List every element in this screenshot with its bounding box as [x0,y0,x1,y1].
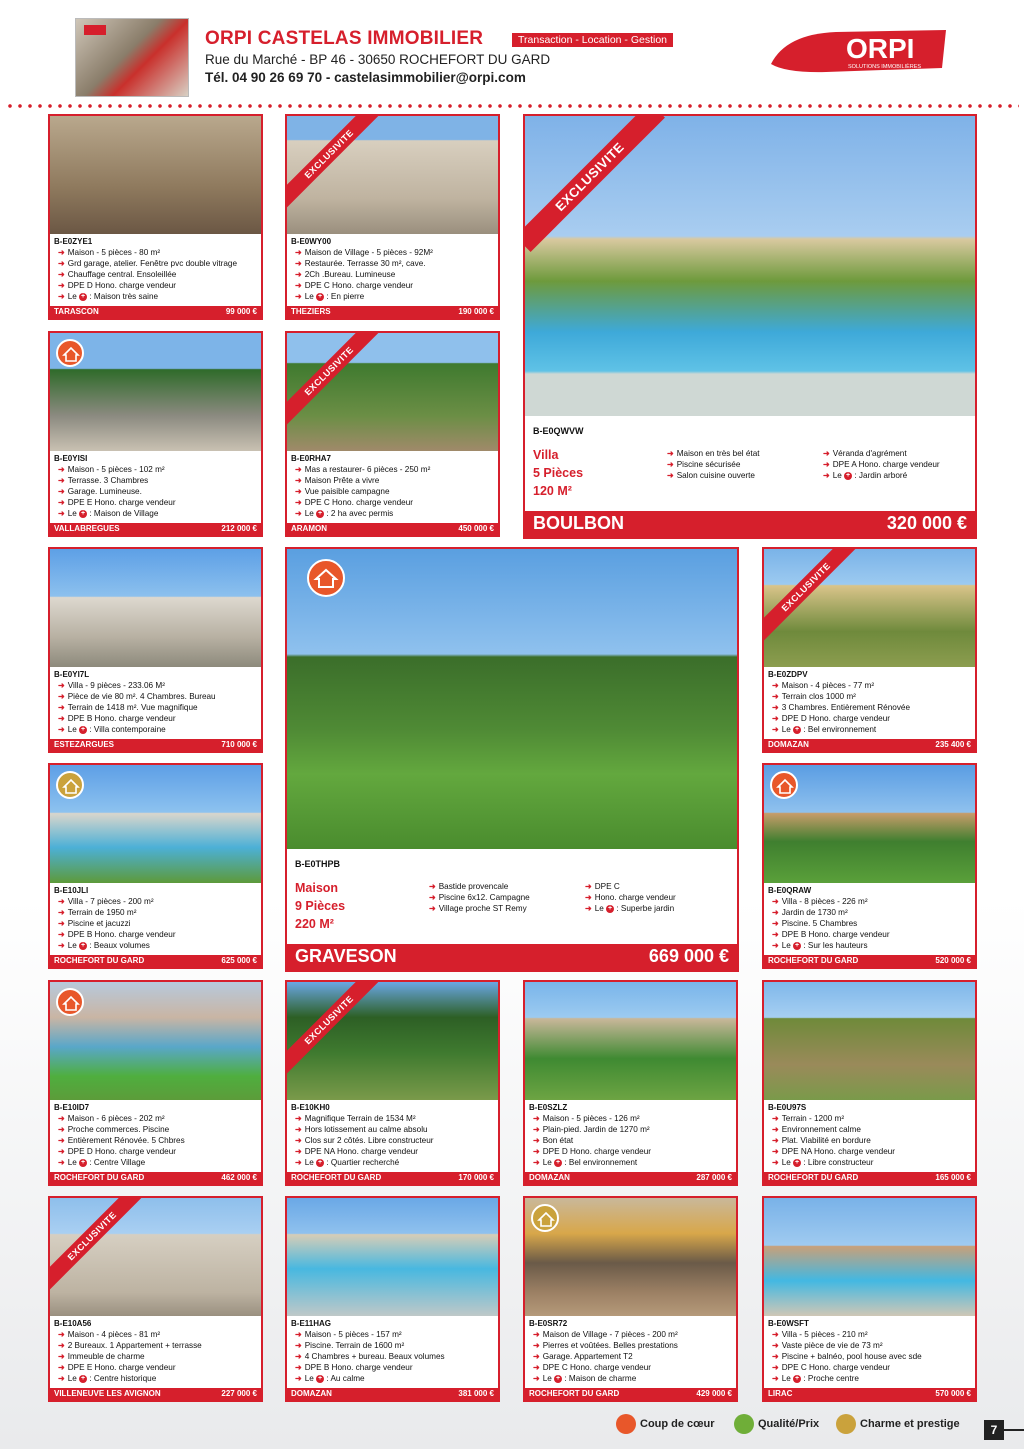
feature-item: ➜ Terrain - 1200 m² [772,1114,845,1123]
listing-reference: B-E0U97S [768,1103,807,1112]
city-price-bar [764,739,975,751]
feature-item: ➜ Terrain de 1418 m². Vue magnifique [58,703,198,712]
city-price-bar [50,523,261,535]
svg-text:ORPI: ORPI [846,33,915,64]
city: TARASCON [54,307,99,316]
price: 450 000 € [458,524,494,533]
listing-reference: B-E0YI7L [54,670,90,679]
feature-item: ➜ Le + : Centre Village [58,1158,146,1167]
property-type: Maison 9 Pièces 220 M² [295,881,346,931]
feature-item: ➜ Plain-pied. Jardin de 1270 m² [533,1125,650,1134]
city-price-bar [50,955,261,967]
listing-reference: B-E0RHA7 [291,454,332,463]
city: ROCHEFORT DU GARD [54,956,145,965]
feature-item: ➜ DPE C Hono. charge vendeur [772,1363,891,1372]
city-price-bar [525,511,975,537]
plus-icon: + [846,471,851,479]
listing-features [295,464,494,519]
plus-icon: + [556,1374,561,1382]
city-price-bar [287,944,737,970]
coup-de-coeur-badge [56,988,84,1016]
feature-item: ➜ Maison de Village - 5 pièces - 92M² [295,248,433,257]
listing-reference: B-E0ZYE1 [54,237,93,246]
feature-item: ➜ 4 Chambres + bureau. Beaux volumes [295,1352,445,1361]
feature-item: ➜ Le + : Bel environnement [772,725,877,734]
plus-icon: + [556,1158,561,1166]
exclusivity-ribbon: EXCLUSIVITE [523,114,665,252]
features-col-2: ➜ Véranda d'agrément ➜ DPE A Hono. charge vendeur ➜ Le + : Jardin arboré [823,449,940,480]
price: 429 000 € [696,1389,732,1398]
plus-icon: + [608,904,613,912]
feature-item: ➜ Le + : Sur les hauteurs [772,941,868,950]
services-badge: Transaction - Location - Gestion [512,33,673,47]
city-price-bar [525,1172,736,1184]
feature-item: ➜ Maison - 5 pièces - 126 m² [533,1114,640,1123]
city: ROCHEFORT DU GARD [529,1389,620,1398]
feature-item: ➜ Terrain de 1950 m² [58,908,137,917]
feature-item: ➜ Maison - 4 pièces - 77 m² [772,681,875,690]
price: 320 000 € [886,513,967,533]
listing-features [295,247,494,302]
city: ESTEZARGUES [54,740,115,749]
charm-house-icon [836,1414,856,1434]
svg-text:SOLUTIONS IMMOBILIÈRES: SOLUTIONS IMMOBILIÈRES [848,64,922,70]
plus-icon: + [795,725,800,733]
feature-item: ➜ Le + : Maison de Village [58,509,159,518]
price: 165 000 € [935,1173,971,1182]
exclusivity-ribbon: EXCLUSIVITE [762,547,861,642]
feature-item: ➜ Proche commerces. Piscine [58,1125,170,1134]
price: 99 000 € [225,307,257,316]
exclusivity-ribbon: EXCLUSIVITE [48,1196,147,1291]
feature-item: ➜ DPE B Hono. charge vendeur [58,930,176,939]
plus-icon: + [81,509,86,517]
listing-card[interactable] [762,980,977,1186]
listing-features [533,1329,732,1384]
feature-item: ➜ Pierres et voûtées. Belles prestations [533,1341,678,1350]
listing-reference: B-E10ID7 [54,1103,90,1112]
listing-card[interactable] [48,980,263,1186]
feature-item: ➜ Terrasse. 3 Chambres [58,476,149,485]
feature-item: ➜ Villa - 8 pièces - 226 m² [772,897,868,906]
feature-item: ➜ DPE E Hono. charge vendeur [58,498,176,507]
feature-item: ➜ DPE C Hono. charge vendeur [295,281,414,290]
city: VALLABREGUES [54,524,120,533]
feature-item: ➜ DPE C Hono. charge vendeur [295,498,414,507]
feature-item: ➜ Bon état [533,1136,574,1145]
listing-card[interactable] [48,114,263,320]
listing-reference: B-E0WY00 [291,237,332,246]
city: LIRAC [768,1389,793,1398]
price: 520 000 € [935,956,971,965]
property-photo [50,116,261,234]
city: BOULBON [533,513,624,533]
listing-card[interactable] [285,114,500,320]
feature-item: ➜ Chauffage central. Ensoleillée [58,270,177,279]
heart-house-icon [616,1414,636,1434]
city-price-bar [287,306,498,318]
listing-card[interactable] [285,980,500,1186]
listing-card[interactable] [523,1196,738,1402]
feature-item: ➜ Le + : Maison de charme [533,1374,637,1383]
listing-features [58,464,257,519]
features-col-1: ➜ Maison en très bel état ➜ Piscine sécurisée ➜ Salon cuisine ouverte [667,449,760,480]
feature-item: ➜ 2 Bureaux. 1 Appartement + terrasse [58,1341,202,1350]
feature-item: ➜ DPE D Hono. charge vendeur [772,714,891,723]
listing-features [772,1113,971,1168]
feature-item: ➜ Maison - 5 pièces - 80 m² [58,248,161,257]
listing-reference: B-E10KH0 [291,1103,330,1112]
feature-item: ➜ Magnifique Terrain de 1534 M² [295,1114,416,1123]
plus-icon: + [318,292,323,300]
listing-card[interactable] [762,1196,977,1402]
header-divider [5,104,1019,108]
feature-item: ➜ Le + : Centre historique [58,1374,157,1383]
listing-card[interactable] [285,331,500,537]
listing-reference: B-E0ZDPV [768,670,808,679]
feature-item: ➜ Environnement calme [772,1125,861,1134]
feature-item: ➜ Grd garage, atelier. Fenêtre pvc double vitrage [58,259,238,268]
legend-charm: Charme et prestige [836,1414,960,1434]
listing-reference: B-E0THPB [295,859,341,869]
feature-item: ➜ Entièrement Rénovée. 5 Chbres [58,1136,185,1145]
feature-item: ➜ DPE B Hono. charge vendeur [58,714,176,723]
property-photo [764,982,975,1100]
listing-reference: B-E0SR72 [529,1319,568,1328]
city-price-bar [764,955,975,967]
city: ROCHEFORT DU GARD [54,1173,145,1182]
listing-reference: B-E0SZLZ [529,1103,568,1112]
listing-features [58,896,257,951]
plus-icon: + [81,941,86,949]
plus-icon: + [81,1158,86,1166]
city-price-bar [50,739,261,751]
coup-de-coeur-badge [770,771,798,799]
listing-reference: B-E0WSFT [768,1319,809,1328]
city: ROCHEFORT DU GARD [768,1173,859,1182]
listing-card[interactable] [48,547,263,753]
listing-card[interactable] [285,1196,500,1402]
feature-item: ➜ Villa - 5 pièces - 210 m² [772,1330,868,1339]
listing-reference: B-E11HAG [291,1319,332,1328]
listing-reference: B-E10A56 [54,1319,92,1328]
feature-item: ➜ Maison - 5 pièces - 102 m² [58,465,165,474]
price: 227 000 € [221,1389,257,1398]
listing-card[interactable] [48,763,263,969]
price: 710 000 € [221,740,257,749]
feature-item: ➜ Le + : Bel environnement [533,1158,638,1167]
feature-item: ➜ Piscine + balnéo, pool house avec sde [772,1352,922,1361]
city: VILLENEUVE LES AVIGNON [54,1389,161,1398]
exclusivity-ribbon: EXCLUSIVITE [285,331,384,426]
listing-reference: B-E0YISI [54,454,88,463]
feature-item: ➜ Garage. Lumineuse. [58,487,142,496]
city-price-bar [287,1388,498,1400]
exclusivity-ribbon: EXCLUSIVITE [285,114,384,209]
feature-item: ➜ Vaste pièce de vie de 73 m² [772,1341,883,1350]
property-photo [525,982,736,1100]
listing-features [533,1113,732,1168]
features-col-2: ➜ DPE C ➜ Hono. charge vendeur ➜ Le + : Superbe jardin [585,882,676,913]
city-price-bar [50,1388,261,1400]
feature-item: ➜ Terrain clos 1000 m² [772,692,856,701]
coup-de-coeur-badge [56,339,84,367]
listing-card[interactable] [48,1196,263,1402]
plus-icon: + [795,1158,800,1166]
feature-item: ➜ Maison de Village - 7 pièces - 200 m² [533,1330,678,1339]
feature-item: ➜ Clos sur 2 côtés. Libre constructeur [295,1136,434,1145]
price: 381 000 € [458,1389,494,1398]
listing-card[interactable] [523,980,738,1186]
featured-card-boulbon[interactable] [523,114,977,539]
feature-item: ➜ Immeuble de charme [58,1352,145,1361]
city: GRAVESON [295,946,397,966]
price: 212 000 € [221,524,257,533]
feature-item: ➜ Maison - 5 pièces - 157 m² [295,1330,402,1339]
feature-item: ➜ Jardin de 1730 m² [772,908,848,917]
page-number-rule [1004,1429,1024,1431]
plus-icon: + [795,941,800,949]
listing-features [58,680,257,735]
feature-item: ➜ Restaurée. Terrasse 30 m², cave. [295,259,426,268]
price: 462 000 € [221,1173,257,1182]
feature-item: ➜ DPE NA Hono. charge vendeur [295,1147,419,1156]
feature-item: ➜ Vue paisible campagne [295,487,390,496]
property-photo [50,549,261,667]
exclusivity-ribbon: EXCLUSIVITE [285,980,384,1075]
agency-address: Rue du Marché - BP 46 - 30650 ROCHEFORT DU GARD [205,52,551,67]
price: 570 000 € [935,1389,971,1398]
feature-item: ➜ DPE NA Hono. charge vendeur [772,1147,896,1156]
plus-icon: + [795,1374,800,1382]
price: 625 000 € [221,956,257,965]
city: ARAMON [291,524,327,533]
charme-prestige-badge [531,1204,559,1232]
property-photo [287,1198,498,1316]
property-photo [287,549,737,849]
plus-icon: + [81,292,86,300]
agency-contact: Tél. 04 90 26 69 70 - castelasimmobilier@orpi.com [205,70,526,85]
feature-item: ➜ Le + : 2 ha avec permis [295,509,394,518]
city: DOMAZAN [291,1389,332,1398]
feature-item: ➜ Le + : Quartier recherché [295,1158,400,1167]
listing-features [772,896,971,951]
feature-item: ➜ Plat. Viabilité en bordure [772,1136,871,1145]
feature-item: ➜ Le + : Villa contemporaine [58,725,166,734]
price: 287 000 € [696,1173,732,1182]
feature-item: ➜ 3 Chambres. Entièrement Rénovée [772,703,911,712]
city-price-bar [50,1172,261,1184]
listing-features [58,1329,257,1384]
quality-house-icon [734,1414,754,1434]
city-price-bar [50,306,261,318]
page-number: 7 [984,1420,1004,1440]
feature-item: ➜ Piscine. Terrain de 1600 m² [295,1341,405,1350]
city: ROCHEFORT DU GARD [291,1173,382,1182]
feature-item: ➜ Maison - 6 pièces - 202 m² [58,1114,165,1123]
feature-item: ➜ Mas a restaurer- 6 pièces - 250 m² [295,465,431,474]
agency-storefront-photo [75,18,189,97]
feature-item: ➜ DPE D Hono. charge vendeur [58,1147,177,1156]
feature-item: ➜ Garage. Appartement T2 [533,1352,633,1361]
feature-item: ➜ Le + : Beaux volumes [58,941,150,950]
listing-features [58,247,257,302]
feature-item: ➜ Maison Prête a vivre [295,476,380,485]
listing-reference: B-E10JLI [54,886,89,895]
listing-features [295,1329,494,1384]
city-price-bar [287,1172,498,1184]
feature-item: ➜ DPE B Hono. charge vendeur [772,930,890,939]
feature-item: ➜ Le + : Maison très saine [58,292,159,301]
listing-card[interactable] [762,763,977,969]
feature-item: ➜ Maison - 4 pièces - 81 m² [58,1330,161,1339]
city-price-bar [764,1388,975,1400]
feature-item: ➜ Le + : En pierre [295,292,365,301]
orpi-logo [766,26,951,76]
features-col-1: ➜ Bastide provencale ➜ Piscine 6x12. Campagne ➜ Village proche ST Remy [429,882,530,913]
feature-item: ➜ DPE B Hono. charge vendeur [295,1363,413,1372]
coup-de-coeur-badge [307,559,345,597]
charme-prestige-badge [56,771,84,799]
price: 190 000 € [458,307,494,316]
plus-icon: + [81,1374,86,1382]
city-price-bar [764,1172,975,1184]
listing-reference: B-E0QRAW [768,886,812,895]
feature-item: ➜ DPE C Hono. charge vendeur [533,1363,652,1372]
city: THEZIERS [291,307,331,316]
feature-item: ➜ Le + : Libre constructeur [772,1158,874,1167]
listing-features [772,680,971,735]
city: DOMAZAN [768,740,809,749]
feature-item: ➜ Piscine et jacuzzi [58,919,131,928]
feature-item: ➜ Pièce de vie 80 m². 4 Chambres. Bureau [58,692,216,701]
feature-item: ➜ DPE D Hono. charge vendeur [533,1147,652,1156]
feature-item: ➜ Le + : Au calme [295,1374,365,1383]
plus-icon: + [318,1158,323,1166]
listing-card[interactable] [762,547,977,753]
agency-name: ORPI CASTELAS IMMOBILIER [205,28,484,49]
feature-item: ➜ DPE D Hono. charge vendeur [58,281,177,290]
city-price-bar [525,1388,736,1400]
plus-icon: + [81,725,86,733]
legend-heart: Coup de cœur [616,1414,715,1434]
city: ROCHEFORT DU GARD [768,956,859,965]
listing-card[interactable] [48,331,263,537]
price: 170 000 € [458,1173,494,1182]
feature-item: ➜ Piscine. 5 Chambres [772,919,858,928]
price: 669 000 € [648,946,729,966]
plus-icon: + [318,1374,323,1382]
feature-item: ➜ 2Ch .Bureau. Lumineuse [295,270,396,279]
price: 235 400 € [935,740,971,749]
legend-quality: Qualité/Prix [734,1414,819,1434]
listing-reference: B-E0QWVW [533,426,584,436]
feature-item: ➜ Villa - 7 pièces - 200 m² [58,897,154,906]
listing-features [772,1329,971,1384]
property-photo [764,1198,975,1316]
feature-item: ➜ Hors lotissement au calme absolu [295,1125,428,1134]
city: DOMAZAN [529,1173,570,1182]
city-price-bar [287,523,498,535]
plus-icon: + [318,509,323,517]
property-type: Villa 5 Pièces 120 M² [533,448,584,498]
feature-item: ➜ Le + : Proche centre [772,1374,859,1383]
feature-item: ➜ Villa - 9 pièces - 233.06 M² [58,681,165,690]
featured-card-graveson[interactable] [285,547,739,972]
feature-item: ➜ DPE E Hono. charge vendeur [58,1363,176,1372]
listing-features [295,1113,494,1168]
listing-features [58,1113,257,1168]
